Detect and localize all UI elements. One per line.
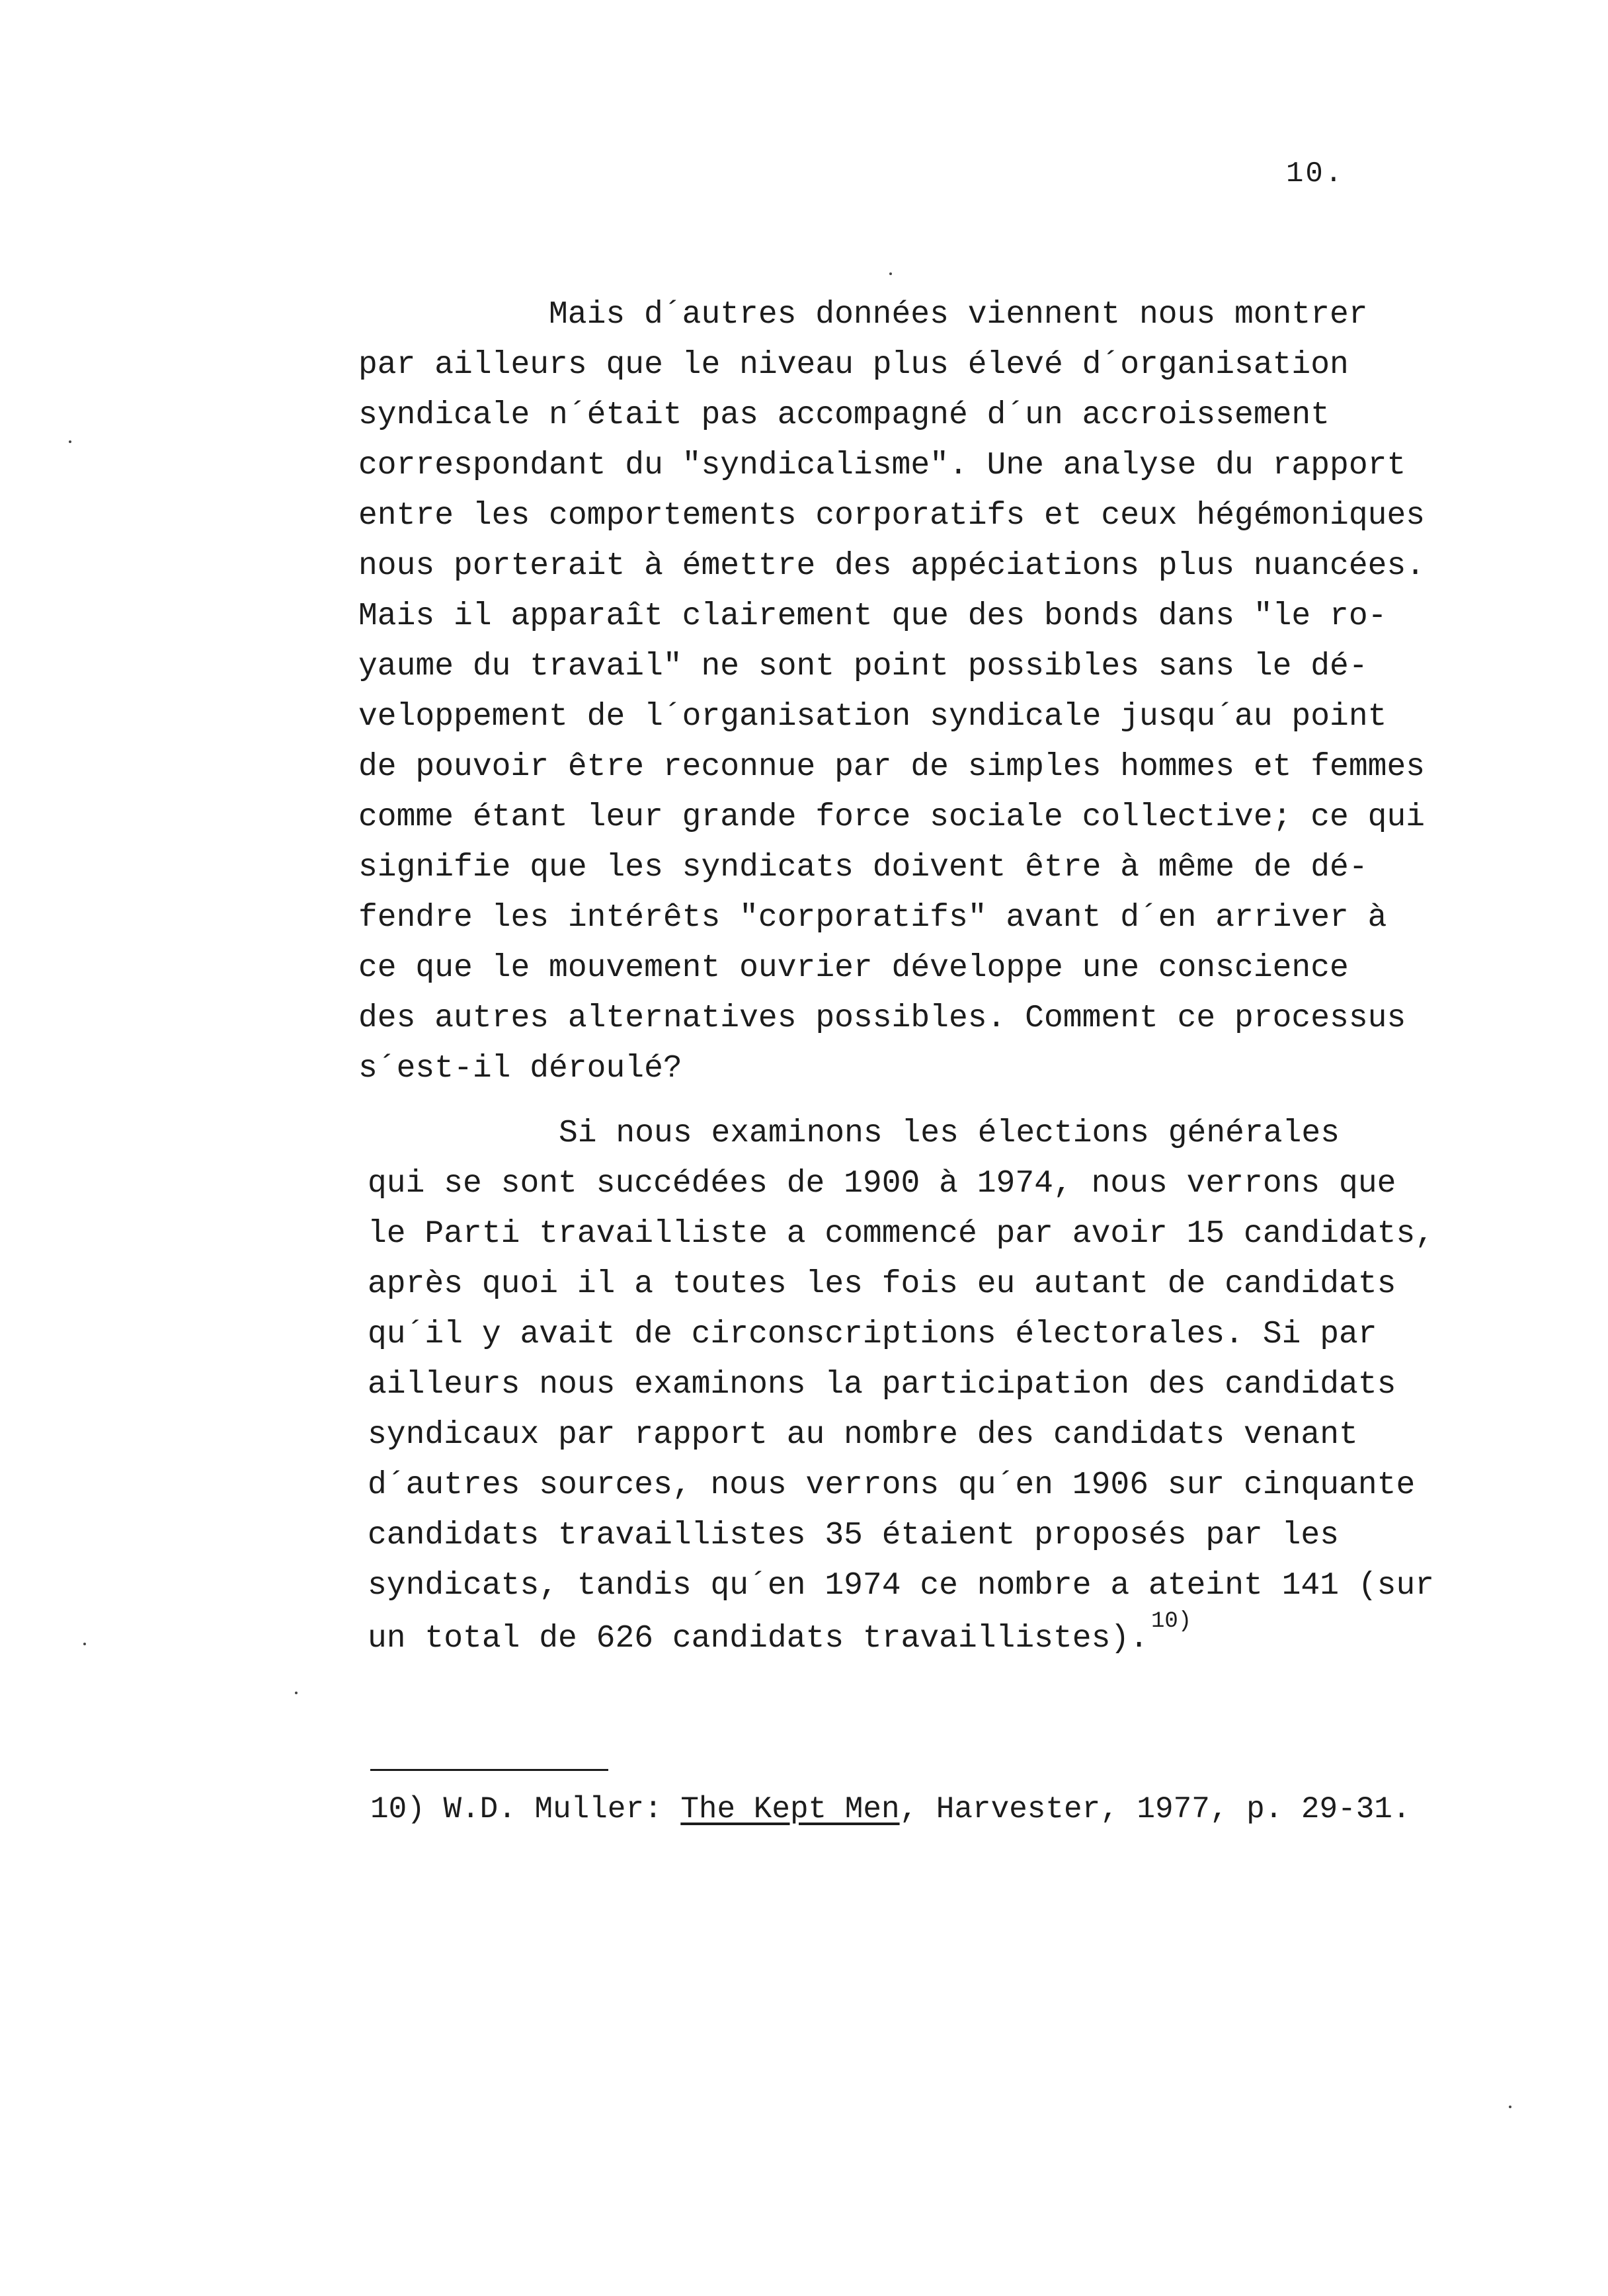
text-line: qu´il y avait de circonscriptions électorales. Si par [368,1317,1377,1352]
text-line: s´est-il déroulé? [358,1051,682,1086]
text-line: veloppement de l´organisation syndicale jusqu´au point [358,699,1387,735]
text-line: candidats travaillistes 35 étaient proposés par les [368,1518,1340,1553]
footnote-author: W.D. Muller: [443,1792,663,1826]
text-line: comme étant leur grande force sociale collective; ce qui [358,800,1426,835]
footnote-divider [370,1769,608,1771]
text-line: Si nous examinons les élections générales [559,1116,1340,1151]
text-line: Mais il apparaît clairement que des bonds dans "le ro- [358,598,1387,634]
text-line: ce que le mouvement ouvrier développe une conscience [358,950,1349,986]
text-line: le Parti travailliste a commencé par avoir 15 candidats, [368,1216,1435,1252]
text-line: d´autres sources, nous verrons qu´en 1906 sur cinquante [368,1467,1416,1503]
scan-speck [83,1643,86,1645]
footnote-citation: , Harvester, 1977, p. 29-31. [899,1792,1411,1826]
text-line: yaume du travail" ne sont point possibles sans le dé- [358,649,1368,684]
text-line: correspondant du "syndicalisme". Une analyse du rapport [358,448,1406,483]
scan-speck [69,440,71,443]
footnote-reference: 10) [1151,1609,1192,1634]
text-line: de pouvoir être reconnue par de simples hommes et femmes [358,749,1426,785]
text-line: fendre les intérêts "corporatifs" avant d´en arriver à [358,900,1387,936]
text-line: syndicale n´était pas accompagné d´un accroissement [358,397,1330,433]
footnote [370,1792,1411,1826]
text-line: syndicaux par rapport au nombre des candidats venant [368,1417,1358,1453]
text-line: syndicats, tandis qu´en 1974 ce nombre a ateint 141 (sur [368,1568,1435,1604]
scan-speck [295,1692,298,1694]
page-number: 10. [1286,157,1345,190]
text-line: des autres alternatives possibles. Comment ce processus [358,1001,1406,1036]
text-line: Mais d´autres données viennent nous montrer [549,297,1368,333]
text-line: un total de 626 candidats travaillistes). [368,1621,1148,1657]
scan-speck [1509,2106,1511,2108]
text-line: qui se sont succédées de 1900 à 1974, nous verrons que [368,1166,1396,1202]
text-line: signifie que les syndicats doivent être à même de dé- [358,850,1368,885]
text-line-with-footnote-ref [368,1609,1192,1657]
text-line: nous porterait à émettre des appéciations plus nuancées. [358,548,1426,584]
footnote-title: The Kept Men [680,1792,900,1826]
text-line: entre les comportements corporatifs et ceux hégémoniques [358,498,1426,534]
text-line: après quoi il a toutes les fois eu autant de candidats [368,1266,1396,1302]
footnote-number: 10) [370,1792,425,1826]
text-line: par ailleurs que le niveau plus élevé d´organisation [358,347,1349,383]
scan-speck [889,272,892,275]
text-line: ailleurs nous examinons la participation des candidats [368,1367,1396,1403]
